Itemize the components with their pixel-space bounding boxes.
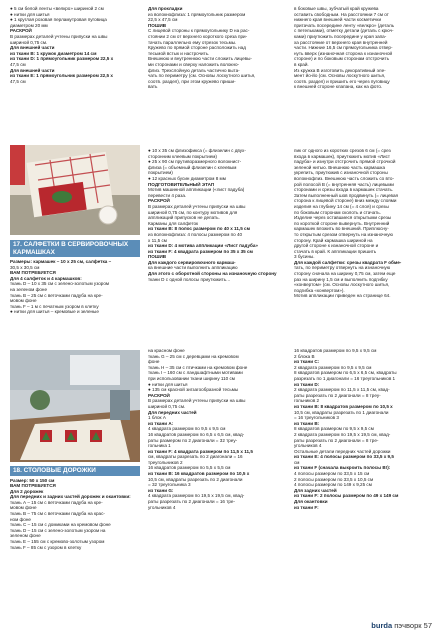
s18-lines-line: ткань F – 85 см с узором в клетку: [10, 544, 82, 550]
s17-lines-line: Для 4 салфеток и 4 кармашков:: [10, 275, 82, 281]
s17-lines-line: ткань В – 25 см с веточками падуба на кре-: [10, 292, 103, 298]
col-b-top-line: 22,5 х 47,5 см: [148, 17, 178, 23]
col-c-mid-line: «конвертом» (см. Основы лоскутного шитья,: [294, 282, 390, 288]
col-a-top-line: из ткани D: 1 прямоугольник размером 22,5 х: [10, 56, 114, 62]
s17-lines-line: на зеленом фоне: [10, 286, 48, 292]
col-b-top-line: Для прокладки: [148, 6, 183, 11]
col-b-mid-line: шириной 0,75 см, по контуру мотивов для: [148, 209, 238, 215]
s18-lines-line: ном фоне: [10, 516, 31, 522]
col-c-mid-line: Для каждой салфетки: срезы квадрата F обме-: [294, 259, 402, 265]
col-c-text: [294, 6, 434, 90]
col-c-bot-line: разрезать по 1 диагонали = 16 треугольников 1: [294, 375, 396, 381]
col-b-mid-line: перевести 4 раза.: [148, 192, 187, 198]
col-c-bot-line: из ткани F (сначала выкроить полосы B!):: [294, 465, 391, 471]
col-c-mid-line: Изделие через оставшиеся открытыми срезы: [294, 215, 392, 221]
col-b-mid-line: В размерах деталей учтены припуски на швы: [148, 203, 246, 209]
col-b-mid-line: покрытием): [148, 170, 173, 176]
col-b-bot-line: треугольников 2: [148, 459, 183, 465]
col-b-bot-line: см, квадраты разрезать по 2 диагонали = 16: [148, 454, 243, 460]
col-b-bot-line: из ткани F: 4 квадрата размером по 11,5 х 11,5: [148, 448, 253, 454]
section-17-title: 17. САЛФЕТКИ В СЕРВИРОВОЧНЫХ КАРМАШКАХ: [10, 240, 140, 257]
col-c-mid-line: тать, по периметру отвернуть на изнаночную: [294, 265, 391, 271]
col-b-top-line: чать по периметру (см. Основы лоскутного шитья,: [148, 73, 256, 79]
col-c-top-line: ками) приутюжить посередине у края запа-: [294, 33, 387, 39]
col-c-bot-line: гольников 2: [294, 398, 320, 404]
col-a-top-line: шириной 0,75 см.: [10, 39, 48, 45]
col-b-bot-line: ткань H – 35 см с птичками на кремовом фоне: [148, 364, 248, 370]
col-c-top-line: стороне) и по боковым сторонам отстрочить: [294, 56, 389, 62]
photo-napkins: [10, 145, 140, 235]
col-b-mid-line: ● 25 х 90 см прутиворазмерного волокнист-: [148, 159, 242, 165]
footer-sub: пэчворк: [394, 621, 422, 630]
page-footer: [371, 621, 432, 630]
col-b-bot-line: ● нитки для шитья: [148, 381, 188, 387]
col-b-mid-line: из ткани D: 4 мотива аппликации «Лист падуба»: [148, 243, 258, 249]
col-c-mid-line: раз на ширину 1,5 см и выполнить подгибку: [294, 276, 388, 282]
col-b-top-line: ПОШИВ: [148, 22, 167, 28]
col-b-top-line: соотв. раздел), при этом кружево приши-: [148, 78, 236, 84]
col-b-bot-line: из ткани В: 16 квадратов размером по 10,5 х: [148, 471, 250, 477]
col-b-bot-line: из ткани А:: [148, 420, 174, 426]
col-c-bot-text: [294, 348, 434, 510]
col-c-bot-line: 4 полосы размером по 149 х 9,25 см: [294, 482, 372, 488]
col-a-top-line: из ткани E: 1 прямоугольник размером 22,5 х: [10, 73, 113, 79]
col-c-mid-text: [294, 148, 434, 299]
col-b-mid-line: х 11,5 см: [148, 237, 167, 243]
col-a-top-line: РАСКРОЙ: [10, 28, 32, 34]
col-b-bot-line: при использовании ткани ширину 110 см: [148, 375, 235, 381]
col-b-bot-line: ткань G – 25 см с деревцами на кремовом: [148, 353, 239, 359]
col-b-top-line: тачать параллельно ему отрезок тесьмы.: [148, 39, 237, 45]
col-b-bot-line: из ткани G:: [148, 487, 174, 493]
col-b-bot-line: раты разрезать по 2 диагонали = 16 тре-: [148, 499, 235, 505]
col-c-mid: [294, 148, 434, 345]
col-c-top-line: части. Нижние 16,5 см прямоугольника отвер-: [294, 45, 393, 51]
s17-lines-line: ВАМ ПОТРЕБУЕТСЯ: [10, 270, 56, 276]
col-b-mid-line: Мотив машинной аппликации («лист падуба): [148, 187, 245, 193]
s18-lines-line: Размер: 50 х 150 см: [10, 477, 55, 483]
col-c-bot-line: 8 квадратов размером по 6,5 х 6,5 см, квадраты: [294, 370, 397, 376]
s18-lines-line: ткань А – 15 см с веточками падуба на кре-: [10, 499, 103, 505]
col-b-mid-line: ● 10 х 35 см флизофикса (= флизелин с двух-: [148, 148, 246, 153]
col-a-top-line: из ткани В: 1 кружок диаметром 14 см: [10, 50, 97, 56]
col-c-mid-line: сторону сначала на ширину 0,75 см, затем еще: [294, 271, 396, 277]
col-a-top-line: 47,5 см: [10, 78, 26, 84]
col-b-bot-line: 1 блок А: [148, 415, 166, 421]
col-a-top-line: диаметром 20 мм: [10, 22, 48, 28]
footer-brand: burda: [371, 621, 393, 630]
col-b-top-line: стоянии 2 см от верхнего короткого среза при-: [148, 33, 248, 39]
col-b-mid: [148, 148, 286, 345]
s18-lines-line: ткань D – 15 см с зелено-золотым узором на: [10, 527, 106, 533]
col-b-bot-line: 10,5 см, квадраты разрезать по 2 диагонали: [148, 476, 243, 482]
col-c-bot-line: = 16 треугольников 3: [294, 415, 339, 421]
s18-lines-line: Для передних и задних частей дорожек и окантовки:: [10, 494, 131, 500]
col-b-top-line: флиз. Трехслойную деталь частично выта-: [148, 67, 240, 73]
col-b-bot-line: 16 квадратов размером по 6,5 х 6,5 см, квад-: [148, 431, 245, 437]
col-c-bot-line: 8 квадратов размером по 9,5 х 9,5 см: [294, 426, 374, 432]
col-b-bot-line: гольника 1: [148, 443, 171, 449]
col-c-bot-line: угольников 4: [294, 443, 322, 449]
col-c-top: [294, 6, 434, 146]
col-b-mid-line: из ткани F: 4 квадрата размером по 35 х 35 см: [148, 248, 253, 254]
col-c-bot-line: 2 квадрата размером по 9,5 х 9,5 см: [294, 364, 372, 370]
col-c-bot-line: 2 блока B: [294, 353, 315, 359]
section-17-text: [10, 259, 140, 315]
col-b-mid-line: Для этого с оборотной стороны на изнаночную сторону: [148, 271, 277, 277]
col-b-bot-line: ткань I – 160 см с ландшафтными мотивами: [148, 370, 243, 376]
col-c-top-line: притачать посередине ленту «велкро» (деталь: [294, 22, 395, 28]
col-c-bot-line: из ткани D:: [294, 381, 320, 387]
col-c-mid-line: изделия на глубину 14 см (= 4 слоя) и срезы: [294, 203, 389, 209]
photo-runner-scene: [10, 350, 140, 462]
col-b-bot-line: 4 квадрата размером по 9,5 х 9,5 см: [148, 426, 226, 432]
s18-lines-line: ткань Е – 155 см с кремово-золотым узором: [10, 539, 105, 545]
col-b-mid-line: ПОДГОТОВИТЕЛЬНЫЙ ЭТАП: [148, 181, 215, 187]
col-c-top-line: к внешней стороне клапана, как на фото.: [294, 84, 383, 90]
col-a-top-line: ● нитки для шитья: [10, 11, 50, 17]
col-b-top-line: ми сторонами и сверху наложить волокно-: [148, 61, 240, 67]
col-c-mid-line: другой стороне к изнаночной стороне и: [294, 243, 379, 249]
col-b-text: [148, 6, 286, 90]
col-c-mid-line: укрепить, приутюжив с изнаночной стороны: [294, 170, 388, 176]
col-b-top-line: из волокнофлиза: 1 прямоугольник размером: [148, 11, 246, 17]
col-b-top-line: С лицевой стороны к прямоугольнику D на рас-: [148, 28, 250, 34]
col-c-mid-line: кармашек вложить во внешний. Приплюсну-: [294, 226, 389, 232]
col-c-top-line: Из кружка В изготовить декоративный эле-: [294, 67, 386, 73]
col-a-top-line: Для внешней части: [10, 67, 55, 73]
col-c-bot-line: раты разрезать по 2 диагонали = 8 тре-: [294, 437, 379, 443]
col-c-bot-line: из ткани В: 8 квадратов размером по 10,5 х: [294, 403, 393, 409]
col-a-text: [10, 6, 140, 84]
col-c-mid-line: по боковым сторонам сколоть и стачать.: [294, 209, 381, 215]
col-c-mid-line: Мотив аппликации приведен на странице 64.: [294, 293, 391, 299]
col-c-mid-line: падуба» и изнутри отстрочить прямой строчкой: [294, 159, 396, 165]
col-b-bot-line: раты размером по 2 диагонали = 32 треу-: [148, 437, 238, 443]
col-b-bot-line: угольников 4: [148, 504, 176, 510]
col-c-top-line: соотв. раздел) и пришить его через пуговицу: [294, 78, 390, 84]
col-b-bot-line: фоне: [148, 359, 160, 365]
col-c-mid-line: зеленой нитью. Внешнюю часть кармашка: [294, 164, 386, 170]
col-c-mid-line: Затем выполненный шов продвинуть (= лицевая: [294, 192, 398, 198]
s18-lines-line: Для 2 дорожек: [10, 488, 44, 494]
col-b-bot-line: В размерах деталей учтены припуски на швы: [148, 398, 246, 404]
col-c-top-line: в край.: [294, 61, 309, 67]
col-b-mid-line: ка внешние части выполнить аппликацию: [148, 265, 238, 271]
col-c-top-line: нуть вверх (изнаночная сторона к изнаночной: [294, 50, 393, 56]
col-b-top-line: тесьмой встык и настрочить.: [148, 50, 210, 56]
col-b-mid-line: флиза (= объемный флизелин с клеевым: [148, 164, 237, 170]
col-b-mid-line: сторонним клеевым покрытием): [148, 153, 217, 159]
runner-scene-illustration: [10, 350, 140, 462]
col-c-bot-line: из ткани С:: [294, 359, 320, 365]
s17-lines-line: 30,5 х 30,5 см: [10, 264, 40, 270]
col-b-top-line: вать: [148, 84, 158, 90]
col-c-bot-line: 2 квадрата размером по 19,5 х 19,5 см, квад-: [294, 431, 391, 437]
col-b-bot-line: РАСКРОЙ: [148, 392, 170, 398]
col-b-bot-line: Для передних частей: [148, 409, 197, 415]
col-c-bot-line: 2 квадрата размером по 11,5 х 11,5 см, квад-: [294, 387, 390, 393]
col-a-top: [10, 6, 140, 141]
col-c-bot-line: из ткани F: 2 полосы размером по 49 х 149 см: [294, 493, 399, 499]
col-c-bot-line: из ткани В:: [294, 420, 320, 426]
s17-lines-line: ● нитки для шитья – кремовые и зеленые: [10, 309, 99, 315]
col-c-top-line: в боковые швы, зубчатый край кружева: [294, 6, 379, 11]
col-c-mid-line: входа в кармашек), приутюжить мотив «Лист: [294, 153, 390, 159]
col-c-bot-line: из ткани F:: [294, 504, 319, 510]
col-b-bot-line: = 32 треугольника 3: [148, 482, 191, 488]
col-a-top-line: ● 5 см белой ленты «велкро» шириной 2 см: [10, 6, 104, 11]
col-c-mid-line: 3 бусины.: [294, 254, 315, 260]
col-c-mid-line: сторона к лицевой стороне) вниз между слоями: [294, 198, 397, 204]
col-c-top-line: с петельками), отметку детали (деталь с крюч-: [294, 28, 394, 34]
col-c-mid-line: то открытым срезом отвернуть на изнаночную: [294, 231, 393, 237]
col-c-bot-line: 16 квадратов размером по 9,5 х 9,5 см: [294, 348, 377, 353]
section-17: [10, 238, 140, 348]
col-c-bot-line: Для окантовки: [294, 499, 328, 505]
col-b-mid-line: РАСКРОЙ: [148, 198, 170, 204]
col-c-bot-line: 4 полосы размером по 33,5 х 15 см: [294, 471, 370, 477]
col-b-mid-line: Карманы для салфеток: [148, 220, 199, 226]
s17-lines-line: ткань D – 10 х 35 см с зелено-золотым узором: [10, 281, 110, 287]
col-b-mid-text: [148, 148, 286, 282]
section-18-text: [10, 478, 140, 551]
s17-lines-line: Размеры: кармашек – 10 х 25 см, салфетка –: [10, 259, 112, 264]
col-a-top-line: ● 1 круглая розовая перламутровая пуговица: [10, 17, 107, 23]
col-b-top-line: Внешнюю и внутреннюю части сложить лицевы-: [148, 56, 252, 62]
col-c-bot-line: см: [294, 459, 300, 465]
col-b-bot-line: 16 квадратов размером по 5,5 х 5,5 см: [148, 465, 231, 471]
col-c-mid-line: рой полосой В (= внутренняя часть) лицевыми: [294, 181, 394, 187]
s18-lines-line: ВАМ ПОТРЕБУЕТСЯ: [10, 483, 56, 489]
col-c-bot-line: Остальные детали передних частей дорожки: [294, 448, 391, 454]
col-b-top-line: Кружево по прямой стороне расположить над: [148, 45, 246, 51]
s17-lines-line: мовом фоне: [10, 298, 37, 304]
col-b-bot-text: [148, 348, 286, 510]
col-b-mid-line: ПОШИВ: [148, 254, 167, 260]
col-c-top-line: ха расстояние от верхнего края внутренней: [294, 39, 388, 45]
col-a-top-line: В размерах деталей учтены припуски на швы: [10, 33, 108, 39]
col-b-mid-line: ткани D с одной полосы приутюжить…: [148, 276, 231, 282]
s18-lines-line: мовом фоне: [10, 505, 37, 511]
col-a-top-line: Для внешней части: [10, 45, 55, 51]
col-c-mid-line: стачать в край. К аппликации пришить: [294, 248, 377, 254]
col-c-mid-line: сторону. Край кармашка шириной на: [294, 237, 373, 243]
col-c-top-line: оставить свободным. На расстоянии 7 см от: [294, 11, 389, 17]
col-c-bot-line: 10,5 см, квадраты разрезать по 1 диагонали: [294, 409, 389, 415]
col-b-top: [148, 6, 286, 146]
col-b-mid-line: Для каждого сервировочного кармаш-: [148, 259, 236, 265]
col-b-bot-line: на красном фоне: [148, 348, 185, 353]
napkins-illustration: [10, 145, 140, 235]
col-c-mid-line: по короткой стороне вывернуть. Внутренний: [294, 220, 390, 226]
col-a-top-line: 47,5 см: [10, 61, 26, 67]
col-c-bot-line: 2 полосы размером по 33,5 х 10,5 см: [294, 476, 374, 482]
s18-lines-line: ткань В – 75 см с веточками падуба на крас-: [10, 511, 105, 517]
col-b-bot-line: ● 135 см красной зигзагообразной тесьмы: [148, 387, 239, 393]
col-c-mid-line: сторонами и срезы входа в кармашек стачать.: [294, 187, 394, 193]
col-c-top-line: нижнего края внешней части косметички: [294, 17, 382, 23]
s18-lines-line: зеленом фоне: [10, 533, 41, 539]
col-c-mid-line: пик от одного из коротких срезов 6 см (= срез: [294, 148, 391, 153]
col-b-bot: [148, 348, 286, 634]
col-c-bot-line: из ткани Е: 4 полосы размером по 33,5 х 9,5: [294, 454, 394, 460]
col-b-bot-line: 4 квадрата размером по 19,5 х 19,5 см, квад-: [148, 493, 245, 499]
page-number: 57: [423, 621, 432, 630]
col-b-mid-line: из волокнофлиза: 4 полосы размером по 40: [148, 231, 243, 237]
s18-lines-line: ткань С – 15 см с домиками на кремовом фоне: [10, 522, 111, 528]
col-c-mid-line: волокнофлиз. Внешнюю часть сложить со вто-: [294, 175, 394, 181]
col-b-mid-line: аппликаций припусков не делать.: [148, 215, 220, 221]
col-c-bot: [294, 348, 434, 618]
section-18-title: 18. СТОЛОВЫЕ ДОРОЖКИ: [10, 466, 140, 476]
col-c-bot-line: Для задних частей: [294, 487, 337, 493]
s17-lines-line: ткань F – 1 м с печатным узором в клетку: [10, 303, 99, 309]
col-c-mid-line: подгибка «конвертом»).: [294, 287, 345, 293]
col-c-top-line: мент йо-йо (см. Основы лоскутного шитья,: [294, 73, 386, 79]
section-18: [10, 464, 140, 634]
col-c-bot-line: раты разрезать по 2 диагонали = 8 треу-: [294, 392, 381, 398]
col-b-mid-line: ● 12 красных бусин диаметром 8 мм: [148, 175, 226, 181]
col-b-mid-line: из ткани В: 8 полос размером по 40 х 11,5 см: [148, 226, 250, 232]
col-b-bot-line: шириной 0,75 см.: [148, 403, 186, 409]
